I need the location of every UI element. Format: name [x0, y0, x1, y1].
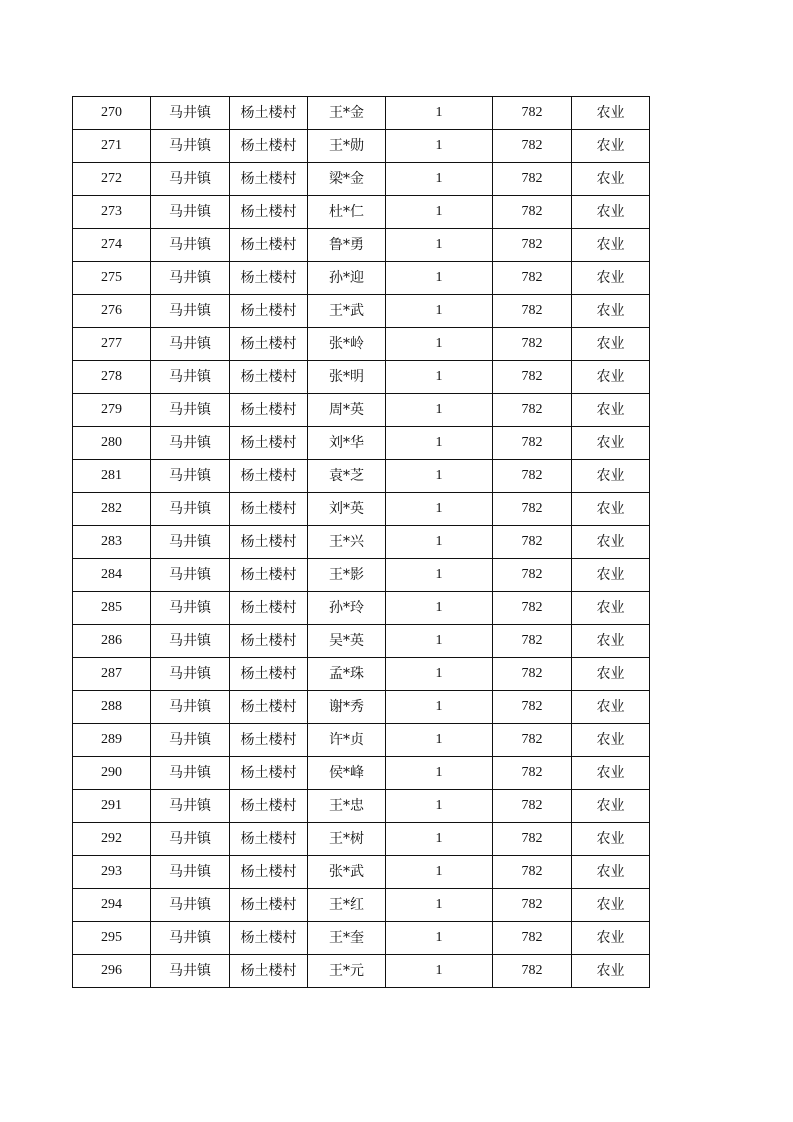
category-cell: 农业 — [572, 130, 650, 163]
category-cell: 农业 — [572, 229, 650, 262]
count-cell: 1 — [386, 526, 493, 559]
amount-cell: 782 — [493, 229, 572, 262]
table-row — [73, 361, 650, 394]
category-cell: 农业 — [572, 427, 650, 460]
row-number-cell: 273 — [73, 196, 151, 229]
row-number-cell: 284 — [73, 559, 151, 592]
town-cell: 马井镇 — [151, 790, 230, 823]
row-number-cell: 282 — [73, 493, 151, 526]
table-row — [73, 163, 650, 196]
row-number-cell: 271 — [73, 130, 151, 163]
village-cell: 杨土楼村 — [230, 691, 308, 724]
town-cell: 马井镇 — [151, 823, 230, 856]
amount-cell: 782 — [493, 658, 572, 691]
town-cell: 马井镇 — [151, 724, 230, 757]
amount-cell: 782 — [493, 592, 572, 625]
amount-cell: 782 — [493, 262, 572, 295]
amount-cell: 782 — [493, 922, 572, 955]
count-cell: 1 — [386, 691, 493, 724]
amount-cell: 782 — [493, 823, 572, 856]
table-row — [73, 130, 650, 163]
count-cell: 1 — [386, 658, 493, 691]
name-cell: 谢*秀 — [308, 691, 386, 724]
count-cell: 1 — [386, 361, 493, 394]
town-cell: 马井镇 — [151, 922, 230, 955]
count-cell: 1 — [386, 955, 493, 988]
row-number-cell: 292 — [73, 823, 151, 856]
town-cell: 马井镇 — [151, 526, 230, 559]
village-cell: 杨土楼村 — [230, 427, 308, 460]
village-cell: 杨土楼村 — [230, 757, 308, 790]
town-cell: 马井镇 — [151, 691, 230, 724]
table-row — [73, 328, 650, 361]
table-row — [73, 823, 650, 856]
town-cell: 马井镇 — [151, 130, 230, 163]
amount-cell: 782 — [493, 493, 572, 526]
village-cell: 杨土楼村 — [230, 856, 308, 889]
village-cell: 杨土楼村 — [230, 130, 308, 163]
town-cell: 马井镇 — [151, 625, 230, 658]
category-cell: 农业 — [572, 625, 650, 658]
table-row — [73, 856, 650, 889]
row-number-cell: 294 — [73, 889, 151, 922]
category-cell: 农业 — [572, 526, 650, 559]
row-number-cell: 286 — [73, 625, 151, 658]
name-cell: 王*武 — [308, 295, 386, 328]
category-cell: 农业 — [572, 262, 650, 295]
village-cell: 杨土楼村 — [230, 559, 308, 592]
row-number-cell: 278 — [73, 361, 151, 394]
name-cell: 张*岭 — [308, 328, 386, 361]
count-cell: 1 — [386, 394, 493, 427]
count-cell: 1 — [386, 328, 493, 361]
name-cell: 吴*英 — [308, 625, 386, 658]
village-cell: 杨土楼村 — [230, 790, 308, 823]
table-row — [73, 262, 650, 295]
village-cell: 杨土楼村 — [230, 295, 308, 328]
town-cell: 马井镇 — [151, 559, 230, 592]
table-row — [73, 757, 650, 790]
town-cell: 马井镇 — [151, 229, 230, 262]
category-cell: 农业 — [572, 757, 650, 790]
town-cell: 马井镇 — [151, 97, 230, 130]
table-row — [73, 955, 650, 988]
table-body — [73, 97, 650, 988]
table-row — [73, 460, 650, 493]
count-cell: 1 — [386, 559, 493, 592]
town-cell: 马井镇 — [151, 757, 230, 790]
category-cell: 农业 — [572, 922, 650, 955]
category-cell: 农业 — [572, 97, 650, 130]
row-number-cell: 287 — [73, 658, 151, 691]
row-number-cell: 276 — [73, 295, 151, 328]
count-cell: 1 — [386, 592, 493, 625]
village-cell: 杨土楼村 — [230, 823, 308, 856]
name-cell: 王*勋 — [308, 130, 386, 163]
row-number-cell: 277 — [73, 328, 151, 361]
town-cell: 马井镇 — [151, 658, 230, 691]
amount-cell: 782 — [493, 889, 572, 922]
table-row — [73, 691, 650, 724]
count-cell: 1 — [386, 460, 493, 493]
amount-cell: 782 — [493, 427, 572, 460]
town-cell: 马井镇 — [151, 889, 230, 922]
name-cell: 周*英 — [308, 394, 386, 427]
town-cell: 马井镇 — [151, 163, 230, 196]
count-cell: 1 — [386, 889, 493, 922]
town-cell: 马井镇 — [151, 955, 230, 988]
town-cell: 马井镇 — [151, 295, 230, 328]
row-number-cell: 270 — [73, 97, 151, 130]
name-cell: 王*元 — [308, 955, 386, 988]
town-cell: 马井镇 — [151, 427, 230, 460]
count-cell: 1 — [386, 97, 493, 130]
village-cell: 杨土楼村 — [230, 922, 308, 955]
amount-cell: 782 — [493, 724, 572, 757]
amount-cell: 782 — [493, 691, 572, 724]
row-number-cell: 275 — [73, 262, 151, 295]
table-row — [73, 295, 650, 328]
table-row — [73, 658, 650, 691]
count-cell: 1 — [386, 130, 493, 163]
name-cell: 王*兴 — [308, 526, 386, 559]
row-number-cell: 293 — [73, 856, 151, 889]
table-row — [73, 526, 650, 559]
name-cell: 王*金 — [308, 97, 386, 130]
village-cell: 杨土楼村 — [230, 97, 308, 130]
category-cell: 农业 — [572, 658, 650, 691]
category-cell: 农业 — [572, 592, 650, 625]
count-cell: 1 — [386, 229, 493, 262]
count-cell: 1 — [386, 625, 493, 658]
row-number-cell: 291 — [73, 790, 151, 823]
village-cell: 杨土楼村 — [230, 328, 308, 361]
name-cell: 杜*仁 — [308, 196, 386, 229]
table-row — [73, 229, 650, 262]
amount-cell: 782 — [493, 955, 572, 988]
amount-cell: 782 — [493, 559, 572, 592]
amount-cell: 782 — [493, 328, 572, 361]
village-cell: 杨土楼村 — [230, 394, 308, 427]
row-number-cell: 296 — [73, 955, 151, 988]
category-cell: 农业 — [572, 196, 650, 229]
category-cell: 农业 — [572, 691, 650, 724]
row-number-cell: 279 — [73, 394, 151, 427]
row-number-cell: 289 — [73, 724, 151, 757]
name-cell: 袁*芝 — [308, 460, 386, 493]
amount-cell: 782 — [493, 394, 572, 427]
village-cell: 杨土楼村 — [230, 889, 308, 922]
category-cell: 农业 — [572, 460, 650, 493]
amount-cell: 782 — [493, 790, 572, 823]
town-cell: 马井镇 — [151, 196, 230, 229]
name-cell: 王*影 — [308, 559, 386, 592]
name-cell: 王*红 — [308, 889, 386, 922]
village-cell: 杨土楼村 — [230, 526, 308, 559]
amount-cell: 782 — [493, 460, 572, 493]
category-cell: 农业 — [572, 559, 650, 592]
name-cell: 孙*迎 — [308, 262, 386, 295]
category-cell: 农业 — [572, 823, 650, 856]
category-cell: 农业 — [572, 493, 650, 526]
table-row — [73, 196, 650, 229]
name-cell: 孙*玲 — [308, 592, 386, 625]
town-cell: 马井镇 — [151, 592, 230, 625]
category-cell: 农业 — [572, 394, 650, 427]
table-row — [73, 97, 650, 130]
count-cell: 1 — [386, 493, 493, 526]
category-cell: 农业 — [572, 724, 650, 757]
village-cell: 杨土楼村 — [230, 460, 308, 493]
village-cell: 杨土楼村 — [230, 262, 308, 295]
village-cell: 杨土楼村 — [230, 592, 308, 625]
table-row — [73, 394, 650, 427]
amount-cell: 782 — [493, 625, 572, 658]
count-cell: 1 — [386, 856, 493, 889]
row-number-cell: 283 — [73, 526, 151, 559]
category-cell: 农业 — [572, 163, 650, 196]
table-row — [73, 724, 650, 757]
count-cell: 1 — [386, 163, 493, 196]
name-cell: 王*奎 — [308, 922, 386, 955]
village-cell: 杨土楼村 — [230, 196, 308, 229]
name-cell: 侯*峰 — [308, 757, 386, 790]
category-cell: 农业 — [572, 955, 650, 988]
category-cell: 农业 — [572, 295, 650, 328]
village-cell: 杨土楼村 — [230, 361, 308, 394]
name-cell: 刘*华 — [308, 427, 386, 460]
category-cell: 农业 — [572, 328, 650, 361]
amount-cell: 782 — [493, 97, 572, 130]
row-number-cell: 295 — [73, 922, 151, 955]
row-number-cell: 290 — [73, 757, 151, 790]
amount-cell: 782 — [493, 295, 572, 328]
document-sheet — [72, 96, 650, 988]
name-cell: 许*贞 — [308, 724, 386, 757]
count-cell: 1 — [386, 295, 493, 328]
amount-cell: 782 — [493, 361, 572, 394]
count-cell: 1 — [386, 262, 493, 295]
town-cell: 马井镇 — [151, 394, 230, 427]
name-cell: 刘*英 — [308, 493, 386, 526]
category-cell: 农业 — [572, 856, 650, 889]
table-row — [73, 427, 650, 460]
count-cell: 1 — [386, 823, 493, 856]
amount-cell: 782 — [493, 163, 572, 196]
count-cell: 1 — [386, 196, 493, 229]
town-cell: 马井镇 — [151, 361, 230, 394]
village-cell: 杨土楼村 — [230, 625, 308, 658]
village-cell: 杨土楼村 — [230, 658, 308, 691]
row-number-cell: 285 — [73, 592, 151, 625]
village-cell: 杨土楼村 — [230, 229, 308, 262]
name-cell: 鲁*勇 — [308, 229, 386, 262]
table-row — [73, 922, 650, 955]
name-cell: 梁*金 — [308, 163, 386, 196]
table-row — [73, 790, 650, 823]
amount-cell: 782 — [493, 526, 572, 559]
town-cell: 马井镇 — [151, 328, 230, 361]
town-cell: 马井镇 — [151, 856, 230, 889]
table-row — [73, 889, 650, 922]
roster-table — [72, 96, 650, 988]
amount-cell: 782 — [493, 757, 572, 790]
row-number-cell: 272 — [73, 163, 151, 196]
amount-cell: 782 — [493, 130, 572, 163]
amount-cell: 782 — [493, 856, 572, 889]
count-cell: 1 — [386, 922, 493, 955]
name-cell: 王*忠 — [308, 790, 386, 823]
name-cell: 张*武 — [308, 856, 386, 889]
category-cell: 农业 — [572, 361, 650, 394]
count-cell: 1 — [386, 724, 493, 757]
table-row — [73, 493, 650, 526]
village-cell: 杨土楼村 — [230, 955, 308, 988]
name-cell: 孟*珠 — [308, 658, 386, 691]
count-cell: 1 — [386, 427, 493, 460]
category-cell: 农业 — [572, 790, 650, 823]
category-cell: 农业 — [572, 889, 650, 922]
town-cell: 马井镇 — [151, 460, 230, 493]
count-cell: 1 — [386, 757, 493, 790]
count-cell: 1 — [386, 790, 493, 823]
village-cell: 杨土楼村 — [230, 163, 308, 196]
table-row — [73, 625, 650, 658]
amount-cell: 782 — [493, 196, 572, 229]
row-number-cell: 288 — [73, 691, 151, 724]
town-cell: 马井镇 — [151, 262, 230, 295]
name-cell: 张*明 — [308, 361, 386, 394]
town-cell: 马井镇 — [151, 493, 230, 526]
row-number-cell: 280 — [73, 427, 151, 460]
row-number-cell: 281 — [73, 460, 151, 493]
table-row — [73, 559, 650, 592]
row-number-cell: 274 — [73, 229, 151, 262]
village-cell: 杨土楼村 — [230, 493, 308, 526]
name-cell: 王*树 — [308, 823, 386, 856]
village-cell: 杨土楼村 — [230, 724, 308, 757]
table-row — [73, 592, 650, 625]
